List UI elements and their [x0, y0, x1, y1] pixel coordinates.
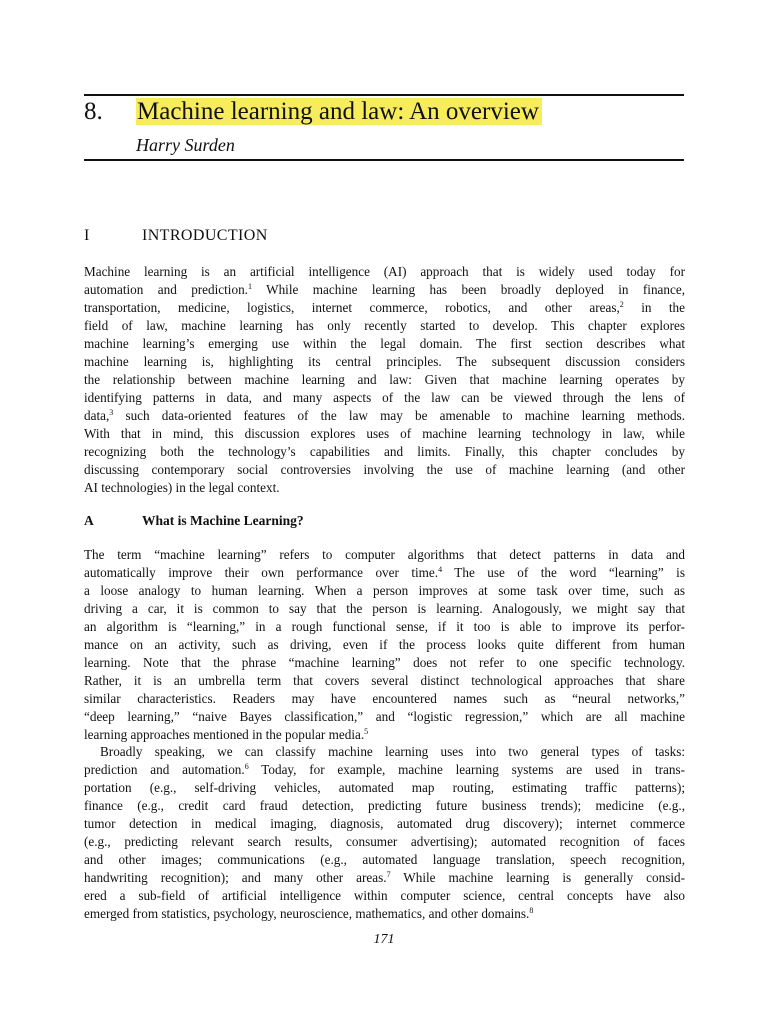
chapter-number: 8. — [84, 98, 103, 125]
chapter-bottom-rule — [84, 159, 684, 161]
subsection-heading — [84, 512, 304, 530]
text-line: “deep learning,” “naive Bayes classification,” and “logistic regression,” which are all machine — [84, 709, 685, 724]
text-line: driving a car, it is common to say that the person is learning. Analogously, we might say that — [84, 601, 685, 616]
text-line: emerged from statistics, psychology, neuroscience, mathematics, and other domains.$^8$ — [84, 906, 534, 921]
text-line: discussing contemporary social controversies involving the use of machine learning (and other — [84, 462, 685, 477]
text-line: learning approaches mentioned in the popular media.$^5$ — [84, 727, 369, 742]
text-line: the relationship between machine learning and law: Given that machine learning operates by — [84, 372, 685, 387]
text-line: learning. Note that the phrase “machine learning” does not refer to one specific technology. — [84, 655, 685, 670]
text-line: an algorithm is “learning,” in a rough functional sense, if it too is able to improve its perfor- — [84, 619, 685, 634]
text-line: portation (e.g., self-driving vehicles, automated map routing, estimating traffic patterns); — [84, 780, 685, 795]
chapter-author: Harry Surden — [136, 135, 235, 155]
text-line: (e.g., predicting relevant search results, consumer advertising); automated recognition of faces — [84, 834, 685, 849]
footnote-marker: 1 — [247, 282, 252, 291]
text-line: machine learning’s emerging use within the legal domain. The first section describes what — [84, 336, 685, 351]
chapter-title-highlight: Machine learning and law: An overview — [136, 98, 542, 125]
tasks-paragraph — [84, 743, 685, 923]
text-line: a loose analogy to human learning. When a person improves at some task over time, such as — [84, 583, 685, 598]
text-line: similar characteristics. Readers may have encountered names such as “neural networks,” — [84, 691, 685, 706]
text-line: field of law, machine learning has only recently started to develop. This chapter explores — [84, 318, 685, 333]
page-number: 171 — [373, 932, 395, 947]
intro-paragraph — [84, 263, 685, 497]
section-number: I — [84, 227, 90, 244]
text-line: automatically improve their own performance over time.$^4$ The use of the word “learning” is — [84, 565, 685, 580]
text-line: Machine learning is an artificial intelligence (AI) approach that is widely used today for — [84, 264, 685, 279]
text-line: finance (e.g., credit card fraud detection, predicting future business trends); medicine (e.g., — [84, 798, 685, 813]
text-line: The term “machine learning” refers to computer algorithms that detect patterns in data and — [84, 547, 685, 562]
footnote-marker: 7 — [386, 870, 391, 879]
text-line: transportation, medicine, logistics, internet commerce, robotics, and other areas,$^2$ in the — [84, 300, 685, 315]
subsection-number: A — [84, 513, 94, 528]
text-line: data,$^3$ such data-oriented features of the law may be amenable to machine learning methods. — [84, 408, 685, 423]
footnote-marker: 8 — [529, 906, 534, 915]
text-line: Rather, it is an umbrella term that covers several distinct technological approaches that share — [84, 673, 685, 688]
definition-paragraph — [84, 546, 685, 744]
text-line: With that in mind, this discussion explores uses of machine learning technology in law, while — [84, 426, 685, 441]
section-title: INTRODUCTION — [142, 227, 268, 244]
subsection-title: What is Machine Learning? — [142, 513, 304, 528]
footnote-marker: 4 — [438, 565, 443, 574]
footnote-marker: 5 — [364, 727, 369, 736]
footnote-marker: 2 — [619, 300, 624, 309]
text-line: prediction and automation.$^6$ Today, for example, machine learning systems are used in trans- — [84, 762, 685, 777]
section-heading — [84, 226, 684, 246]
footnote-marker: 3 — [109, 408, 114, 417]
chapter-title — [136, 96, 542, 128]
text-line: automation and prediction.$^1$ While machine learning has been broadly deployed in finance, — [84, 282, 686, 297]
text-line: ered a sub-field of artificial intelligence within computer science, central concepts have also — [84, 888, 685, 903]
text-line: tumor detection in medical imaging, diagnosis, automated drug discovery); internet commerce — [84, 816, 685, 831]
text-line: recognizing both the technology’s capabilities and limits. Finally, this chapter concludes by — [84, 444, 685, 459]
text-line: AI technologies) in the legal context. — [84, 480, 280, 495]
text-line: mance on an activity, such as driving, even if the process looks quite different from human — [84, 637, 685, 652]
text-line: machine learning is, highlighting its central principles. The subsequent discussion considers — [84, 354, 685, 369]
text-line: handwriting recognition); and many other areas.$^7$ While machine learning is generally consid- — [84, 870, 685, 885]
footnote-marker: 6 — [244, 762, 249, 771]
text-line: identifying patterns in data, and many aspects of the law can be viewed through the lens of — [84, 390, 685, 405]
text-line: Broadly speaking, we can classify machine learning uses into two general types of tasks: — [100, 744, 685, 759]
text-line: and other images; communications (e.g., automated language translation, speech recognition, — [84, 852, 685, 867]
